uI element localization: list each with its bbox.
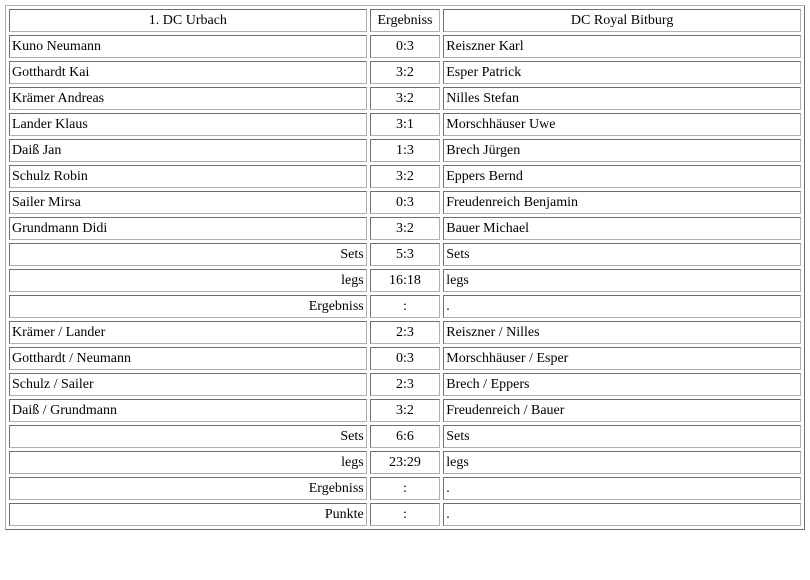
singles-match-row [9, 61, 801, 84]
home-team-header: 1. DC Urbach [9, 9, 367, 32]
away-cell: Brech Jürgen [443, 139, 801, 162]
home-pair-cell: Daiß / Grundmann [9, 399, 367, 422]
result-header: Ergebniss [370, 9, 441, 32]
away-cell: Esper Patrick [443, 61, 801, 84]
singles-match-row [9, 87, 801, 110]
away-cell: Freudenreich Benjamin [443, 191, 801, 214]
score-cell: 3:2 [370, 399, 441, 422]
singles-summary-row [9, 269, 801, 292]
away-cell: . [443, 295, 801, 318]
away-cell: Eppers Bernd [443, 165, 801, 188]
singles-match-row [9, 113, 801, 136]
home-pair-cell: Schulz / Sailer [9, 373, 367, 396]
score-cell: 16:18 [370, 269, 441, 292]
away-team-header: DC Royal Bitburg [443, 9, 801, 32]
away-cell: Reiszner Karl [443, 35, 801, 58]
score-cell: : [370, 295, 441, 318]
doubles-match-row [9, 321, 801, 344]
score-cell: 3:1 [370, 113, 441, 136]
home-player-cell: Grundmann Didi [9, 217, 367, 240]
summary-label-cell: legs [9, 269, 367, 292]
summary-label-cell: Sets [9, 243, 367, 266]
singles-summary-row [9, 295, 801, 318]
away-cell: Morschhäuser Uwe [443, 113, 801, 136]
away-cell: Sets [443, 425, 801, 448]
away-cell: Sets [443, 243, 801, 266]
away-cell: Nilles Stefan [443, 87, 801, 110]
score-cell: 3:2 [370, 87, 441, 110]
away-cell: Brech / Eppers [443, 373, 801, 396]
home-player-cell: Lander Klaus [9, 113, 367, 136]
singles-match-row [9, 165, 801, 188]
doubles-match-row [9, 399, 801, 422]
away-cell: Bauer Michael [443, 217, 801, 240]
score-cell: 3:2 [370, 165, 441, 188]
summary-label-cell: Ergebniss [9, 295, 367, 318]
singles-match-row [9, 217, 801, 240]
doubles-match-row [9, 373, 801, 396]
singles-match-row [9, 35, 801, 58]
doubles-summary-row [9, 425, 801, 448]
home-player-cell: Schulz Robin [9, 165, 367, 188]
summary-label-cell: Sets [9, 425, 367, 448]
score-cell: 0:3 [370, 347, 441, 370]
away-cell: legs [443, 451, 801, 474]
score-cell: 3:2 [370, 61, 441, 84]
away-cell: Freudenreich / Bauer [443, 399, 801, 422]
score-cell: 2:3 [370, 373, 441, 396]
score-cell: 1:3 [370, 139, 441, 162]
away-cell: . [443, 503, 801, 526]
score-cell: 0:3 [370, 35, 441, 58]
away-cell: Reiszner / Nilles [443, 321, 801, 344]
doubles-summary-row [9, 451, 801, 474]
doubles-summary-row [9, 477, 801, 500]
score-cell: 3:2 [370, 217, 441, 240]
singles-match-row [9, 139, 801, 162]
summary-label-cell: legs [9, 451, 367, 474]
away-cell: . [443, 477, 801, 500]
home-player-cell: Krämer Andreas [9, 87, 367, 110]
home-player-cell: Daiß Jan [9, 139, 367, 162]
score-cell: 2:3 [370, 321, 441, 344]
home-player-cell: Kuno Neumann [9, 35, 367, 58]
singles-summary-row [9, 243, 801, 266]
score-cell: 0:3 [370, 191, 441, 214]
score-cell: 6:6 [370, 425, 441, 448]
singles-match-row [9, 191, 801, 214]
home-pair-cell: Gotthardt / Neumann [9, 347, 367, 370]
score-cell: 23:29 [370, 451, 441, 474]
score-cell: : [370, 503, 441, 526]
match-results-table [5, 5, 805, 530]
home-player-cell: Gotthardt Kai [9, 61, 367, 84]
summary-label-cell: Punkte [9, 503, 367, 526]
score-cell: 5:3 [370, 243, 441, 266]
summary-label-cell: Ergebniss [9, 477, 367, 500]
header-row [9, 9, 801, 32]
results-body [9, 9, 801, 526]
home-pair-cell: Krämer / Lander [9, 321, 367, 344]
home-player-cell: Sailer Mirsa [9, 191, 367, 214]
away-cell: Morschhäuser / Esper [443, 347, 801, 370]
score-cell: : [370, 477, 441, 500]
away-cell: legs [443, 269, 801, 292]
doubles-summary-row [9, 503, 801, 526]
doubles-match-row [9, 347, 801, 370]
